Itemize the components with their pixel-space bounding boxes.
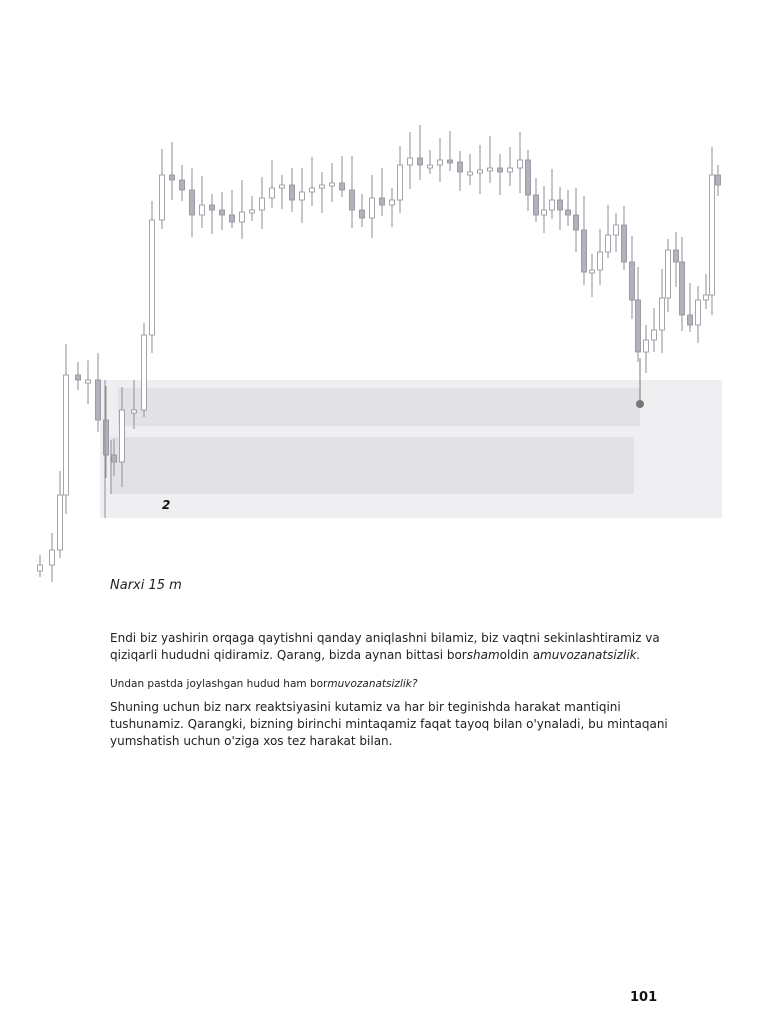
candle-body	[76, 375, 81, 380]
candle-body	[636, 300, 641, 352]
candle-body	[86, 380, 91, 383]
candle-body	[290, 185, 295, 200]
candle-body	[574, 215, 579, 230]
candle-body	[120, 410, 125, 462]
candle-body	[270, 188, 275, 198]
candle-body	[240, 212, 245, 222]
candle-body	[652, 330, 657, 340]
candle-body	[622, 225, 627, 262]
candle-body	[614, 225, 619, 235]
zone-2-label: 2	[162, 498, 171, 512]
candle-body	[716, 175, 721, 185]
paragraph-1-text-a: Endi biz yashirin orqaga qaytishni qanday aniqlashni bilamiz, biz vaqtni sekinlashtiramiz va qiziqarli hududni qidiramiz. Qarang, bizda aynan bittasi bor	[110, 631, 660, 662]
candle-body	[58, 495, 63, 550]
candle-body	[330, 183, 335, 186]
candle-body	[132, 410, 137, 413]
candle-body	[696, 300, 701, 325]
candle-body	[50, 550, 55, 565]
candle-body	[310, 188, 315, 192]
candle-body	[582, 230, 587, 272]
candle-body	[674, 250, 679, 262]
candle-body	[210, 205, 215, 210]
candle-body	[64, 375, 69, 495]
candle-body	[542, 210, 547, 215]
candle-body	[534, 195, 539, 215]
candle-body	[260, 198, 265, 210]
imbalance-zone-2	[110, 437, 634, 494]
candle-body	[180, 180, 185, 190]
candle-body	[142, 335, 147, 410]
candle-body	[300, 192, 305, 200]
candle-body	[190, 190, 195, 215]
paragraph-1	[110, 630, 670, 664]
candle-body	[488, 168, 493, 171]
candle-body	[200, 205, 205, 215]
candle-body	[680, 262, 685, 315]
candle-body	[598, 252, 603, 270]
paragraph-1-emphasis-a: sham	[466, 648, 500, 662]
paragraph-1-emphasis-b: muvozanatsizlik.	[540, 648, 641, 662]
candle-body	[220, 210, 225, 215]
candle-body	[408, 158, 413, 165]
candle-body	[360, 210, 365, 218]
candle-body	[558, 200, 563, 210]
candle-body	[458, 162, 463, 172]
candle-body	[250, 210, 255, 213]
candle-body	[160, 175, 165, 220]
candle-body	[508, 168, 513, 172]
candle-body	[398, 165, 403, 200]
paragraph-2-emphasis: muvozanatsizlik?	[327, 678, 418, 690]
candle-body	[550, 200, 555, 210]
candle-body	[280, 185, 285, 188]
paragraph-2-text: Undan pastda joylashgan hudud ham bor	[110, 678, 328, 690]
candle-body	[644, 340, 649, 352]
candle-body	[104, 420, 109, 455]
touch-marker-dot	[636, 400, 644, 408]
paragraph-2	[110, 676, 670, 693]
page-number: 101	[630, 990, 658, 1005]
candle-body	[448, 160, 453, 163]
candle-body	[468, 172, 473, 175]
candle-body	[340, 183, 345, 190]
chart-caption: Narxi 15 m	[110, 578, 182, 593]
candle-body	[150, 220, 155, 335]
candle-body	[660, 298, 665, 330]
candle-body	[478, 170, 483, 173]
candle-body	[666, 250, 671, 298]
candle-body	[438, 160, 443, 165]
candle-body	[526, 160, 531, 195]
candle-body	[418, 158, 423, 165]
candle-body	[112, 455, 117, 462]
candle-body	[590, 270, 595, 273]
candle-body	[428, 165, 433, 168]
candle-body	[688, 315, 693, 325]
candle-body	[38, 565, 43, 571]
candle-body	[498, 168, 503, 172]
candle-body	[380, 198, 385, 205]
candle-body	[566, 210, 571, 215]
candle-body	[320, 185, 325, 188]
paragraph-3: Shuning uchun biz narx reaktsiyasini kutamiz va har bir teginishda harakat mantiqini tushunamiz. Qarangki, bizning birinchi mintaqamiz faqat tayoq bilan o'ynaladi, bu mintaqani yumshatish uchun o'ziga xos tez harakat bilan.	[110, 700, 668, 748]
candle-body	[704, 295, 709, 300]
candle-body	[630, 262, 635, 300]
candle-body	[230, 215, 235, 222]
candle-body	[96, 380, 101, 420]
candle-body	[606, 235, 611, 252]
candle-body	[170, 175, 175, 180]
imbalance-zone-1	[118, 388, 640, 426]
candle-body	[518, 160, 523, 168]
candle-body	[350, 190, 355, 210]
candle-body	[390, 200, 395, 205]
candle-body	[710, 175, 715, 295]
paragraph-1-text-b: oldin a	[499, 648, 541, 662]
candle-body	[370, 198, 375, 218]
